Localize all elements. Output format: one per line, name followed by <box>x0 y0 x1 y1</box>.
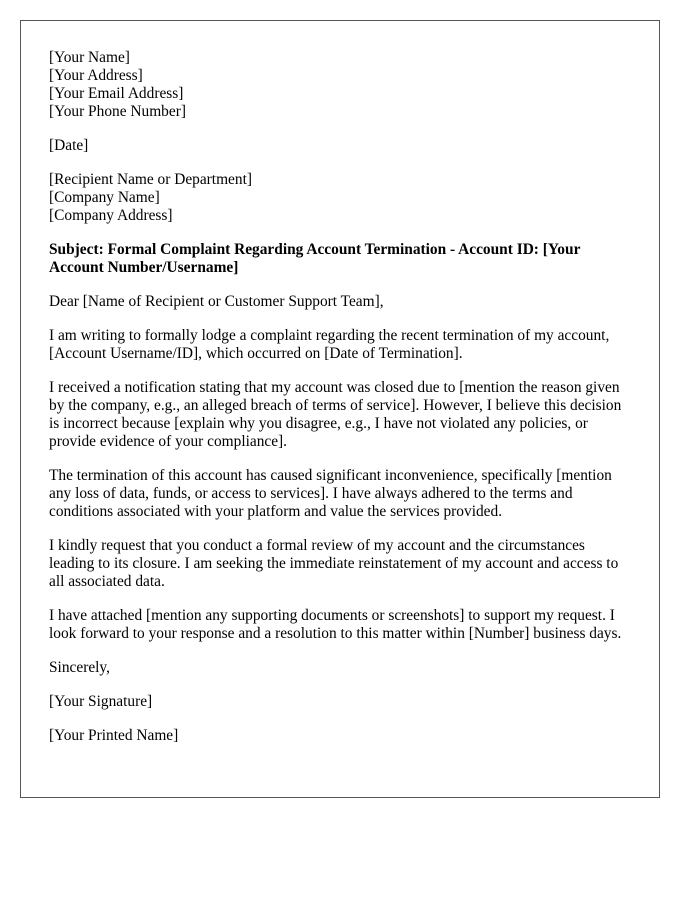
printed-name: [Your Printed Name] <box>49 727 179 744</box>
sender-address: [Your Address] <box>49 67 143 84</box>
sender-name: [Your Name] <box>49 49 130 66</box>
salutation: Dear [Name of Recipient or Customer Support Team], <box>49 293 384 310</box>
recipient-company: [Company Name] <box>49 189 160 206</box>
body-paragraph-3: The termination of this account has caused significant inconvenience, specifically [mention any loss of data, funds, or access to services]. I have always adhered to the terms and conditions associated with your platform and value the services provided. <box>49 467 612 520</box>
recipient-block <box>49 171 631 225</box>
closing: Sincerely, <box>49 659 110 676</box>
recipient-address: [Company Address] <box>49 207 173 224</box>
body-paragraph-2: I received a notification stating that my account was closed due to [mention the reason given by the company, e.g., an alleged breach of terms of service]. However, I believe this decision is incorrect because [explain why you disagree, e.g., I have not violated any policies, or provide evidence of your compliance]. <box>49 379 622 450</box>
date-block <box>49 137 631 155</box>
recipient-name: [Recipient Name or Department] <box>49 171 252 188</box>
body-paragraph-4: I kindly request that you conduct a formal review of my account and the circumstances leading to its closure. I am seeking the immediate reinstatement of my account and access to all associated data. <box>49 537 619 590</box>
sender-phone: [Your Phone Number] <box>49 103 186 120</box>
sender-email: [Your Email Address] <box>49 85 184 102</box>
body-paragraph-5: I have attached [mention any supporting documents or screenshots] to support my request. I look forward to your response and a resolution to this matter within [Number] business days. <box>49 607 622 642</box>
body-paragraph-1: I am writing to formally lodge a complaint regarding the recent termination of my account, [Account Username/ID], which occurred on [Date of Termination]. <box>49 327 610 362</box>
signature: [Your Signature] <box>49 693 153 710</box>
sender-block <box>49 49 631 121</box>
letter-page <box>20 20 660 798</box>
letter-date: [Date] <box>49 137 89 154</box>
subject-line: Subject: Formal Complaint Regarding Account Termination - Account ID: [Your Account Number/Username] <box>49 241 581 276</box>
